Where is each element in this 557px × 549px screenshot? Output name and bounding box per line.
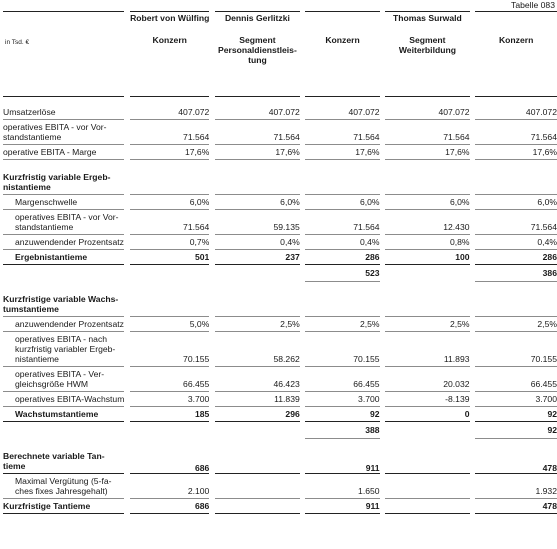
value-cell: 6,0% bbox=[475, 195, 557, 210]
value-cell: 46.423 bbox=[215, 367, 300, 392]
row-label: operatives EBITA - vor Vor-standstantieme bbox=[3, 210, 124, 235]
section-heading-row bbox=[3, 290, 557, 317]
col-header bbox=[475, 11, 557, 97]
value-cell: 2,5% bbox=[385, 317, 469, 332]
value-cell: 3.700 bbox=[305, 392, 379, 407]
table-number: Tabelle 083 bbox=[511, 0, 555, 10]
value-cell: 2,5% bbox=[305, 317, 379, 332]
value-cell: 0,4% bbox=[305, 235, 379, 250]
value-cell: 66.455 bbox=[305, 367, 379, 392]
value-cell: 686 bbox=[130, 499, 209, 514]
value-cell bbox=[215, 290, 300, 317]
table-row bbox=[3, 105, 557, 120]
value-cell: 11.893 bbox=[385, 332, 469, 367]
total-row bbox=[3, 422, 557, 439]
value-cell: 17,6% bbox=[475, 145, 557, 160]
col-header bbox=[305, 11, 379, 97]
column-caption: Konzern bbox=[152, 35, 187, 45]
section-heading-row bbox=[3, 168, 557, 195]
value-cell: 911 bbox=[305, 447, 379, 474]
value-cell: 388 bbox=[305, 422, 379, 439]
value-cell: 6,0% bbox=[215, 195, 300, 210]
value-cell: 0,7% bbox=[130, 235, 209, 250]
value-cell: 70.155 bbox=[305, 332, 379, 367]
value-cell bbox=[215, 499, 300, 514]
remuneration-table bbox=[3, 11, 557, 514]
value-cell: 17,6% bbox=[130, 145, 209, 160]
total-row bbox=[3, 265, 557, 282]
value-cell: 501 bbox=[130, 250, 209, 265]
table-row bbox=[3, 195, 557, 210]
unit-label: in Tsd. € bbox=[3, 11, 124, 97]
person-name bbox=[305, 12, 379, 23]
row-label: anzuwendender Prozentsatz bbox=[3, 317, 124, 332]
value-cell: 296 bbox=[215, 407, 300, 422]
value-cell bbox=[215, 447, 300, 474]
value-cell: 286 bbox=[305, 250, 379, 265]
column-caption: Segment Weiterbildung bbox=[398, 35, 456, 55]
value-cell bbox=[475, 290, 557, 317]
value-cell: 92 bbox=[475, 422, 557, 439]
row-label: Berechnete variable Tan-tieme bbox=[3, 447, 124, 474]
value-cell: 478 bbox=[475, 499, 557, 514]
table-row bbox=[3, 474, 557, 499]
value-cell: 407.072 bbox=[385, 105, 469, 120]
value-cell: 70.155 bbox=[130, 332, 209, 367]
value-cell bbox=[215, 474, 300, 499]
value-cell bbox=[385, 499, 469, 514]
value-cell: 17,6% bbox=[215, 145, 300, 160]
value-cell: 5,0% bbox=[130, 317, 209, 332]
value-cell: 71.564 bbox=[305, 210, 379, 235]
table-row bbox=[3, 407, 557, 422]
row-label: Maximal Vergütung (5-fa-ches fixes Jahresgehalt) bbox=[3, 474, 124, 499]
value-cell: 100 bbox=[385, 250, 469, 265]
value-cell bbox=[385, 265, 469, 282]
value-cell: 407.072 bbox=[475, 105, 557, 120]
row-label: Kurzfristige Tantieme bbox=[3, 499, 124, 514]
value-cell: 71.564 bbox=[475, 210, 557, 235]
value-cell: 6,0% bbox=[305, 195, 379, 210]
row-label: operatives EBITA-Wachstum bbox=[3, 392, 124, 407]
value-cell: 523 bbox=[305, 265, 379, 282]
value-cell bbox=[130, 422, 209, 439]
value-cell bbox=[475, 168, 557, 195]
person-name bbox=[475, 12, 557, 23]
value-cell: 92 bbox=[305, 407, 379, 422]
value-cell bbox=[215, 265, 300, 282]
value-cell: 407.072 bbox=[130, 105, 209, 120]
value-cell: -8.139 bbox=[385, 392, 469, 407]
value-cell: 3.700 bbox=[130, 392, 209, 407]
table-row bbox=[3, 447, 557, 474]
value-cell: 407.072 bbox=[215, 105, 300, 120]
person-name: Dennis Gerlitzki bbox=[224, 13, 290, 23]
person-name: Robert von Wülfing bbox=[130, 13, 210, 23]
value-cell bbox=[385, 168, 469, 195]
row-label: operatives EBITA - Ver-gleichsgröße HWM bbox=[3, 367, 124, 392]
value-cell: 66.455 bbox=[475, 367, 557, 392]
table-row bbox=[3, 392, 557, 407]
value-cell: 71.564 bbox=[130, 210, 209, 235]
table-row bbox=[3, 367, 557, 392]
value-cell: 12.430 bbox=[385, 210, 469, 235]
value-cell: 407.072 bbox=[305, 105, 379, 120]
table-row bbox=[3, 317, 557, 332]
table-row bbox=[3, 235, 557, 250]
value-cell: 59.135 bbox=[215, 210, 300, 235]
value-cell: 0,8% bbox=[385, 235, 469, 250]
value-cell: 2,5% bbox=[215, 317, 300, 332]
row-label: Wachstumstantieme bbox=[3, 407, 124, 422]
value-cell: 70.155 bbox=[475, 332, 557, 367]
value-cell: 0,4% bbox=[215, 235, 300, 250]
section-heading: Kurzfristig variable Ergeb-nistantieme bbox=[3, 168, 124, 195]
value-cell: 2.100 bbox=[130, 474, 209, 499]
row-label: operative EBITA - Marge bbox=[3, 145, 124, 160]
value-cell: 71.564 bbox=[130, 120, 209, 145]
value-cell: 286 bbox=[475, 250, 557, 265]
col-header bbox=[130, 11, 209, 97]
value-cell: 911 bbox=[305, 499, 379, 514]
column-caption: Konzern bbox=[325, 35, 360, 45]
value-cell bbox=[385, 422, 469, 439]
value-cell: 71.564 bbox=[475, 120, 557, 145]
value-cell bbox=[215, 422, 300, 439]
value-cell: 0,4% bbox=[475, 235, 557, 250]
row-label: operatives EBITA - nach kurzfristig variabler Ergeb-nistantieme bbox=[3, 332, 124, 367]
table-row bbox=[3, 210, 557, 235]
column-caption: Segment Personaldienstleis-tung bbox=[218, 35, 297, 65]
row-label: Margenschwelle bbox=[3, 195, 124, 210]
value-cell: 71.564 bbox=[305, 120, 379, 145]
row-label: operatives EBITA - vor Vor-standstantieme bbox=[3, 120, 124, 145]
header-row bbox=[3, 11, 557, 97]
value-cell bbox=[385, 474, 469, 499]
value-cell bbox=[385, 447, 469, 474]
value-cell bbox=[215, 168, 300, 195]
value-cell: 58.262 bbox=[215, 332, 300, 367]
value-cell: 6,0% bbox=[385, 195, 469, 210]
value-cell: 2,5% bbox=[475, 317, 557, 332]
value-cell: 237 bbox=[215, 250, 300, 265]
value-cell: 11.839 bbox=[215, 392, 300, 407]
col-header bbox=[385, 11, 469, 97]
value-cell bbox=[305, 290, 379, 317]
value-cell: 92 bbox=[475, 407, 557, 422]
table-row bbox=[3, 145, 557, 160]
row-label: Ergebnistantieme bbox=[3, 250, 124, 265]
value-cell bbox=[385, 290, 469, 317]
value-cell bbox=[130, 265, 209, 282]
value-cell: 20.032 bbox=[385, 367, 469, 392]
table-row bbox=[3, 499, 557, 514]
value-cell: 686 bbox=[130, 447, 209, 474]
value-cell bbox=[130, 290, 209, 317]
value-cell: 0 bbox=[385, 407, 469, 422]
value-cell: 1.650 bbox=[305, 474, 379, 499]
section-heading: Kurzfristige variable Wachs-tumstantieme bbox=[3, 290, 124, 317]
table-row bbox=[3, 332, 557, 367]
person-name: Thomas Surwald bbox=[393, 13, 462, 23]
column-caption: Konzern bbox=[498, 35, 534, 45]
value-cell: 71.564 bbox=[385, 120, 469, 145]
col-header bbox=[215, 11, 300, 97]
value-cell: 1.932 bbox=[475, 474, 557, 499]
value-cell bbox=[305, 168, 379, 195]
value-cell: 17,6% bbox=[385, 145, 469, 160]
row-label: Umsatzerlöse bbox=[3, 105, 124, 120]
value-cell: 17,6% bbox=[305, 145, 379, 160]
value-cell bbox=[130, 168, 209, 195]
value-cell: 185 bbox=[130, 407, 209, 422]
row-label: anzuwendender Prozentsatz bbox=[3, 235, 124, 250]
value-cell: 478 bbox=[475, 447, 557, 474]
table-row bbox=[3, 250, 557, 265]
value-cell: 6,0% bbox=[130, 195, 209, 210]
value-cell: 71.564 bbox=[215, 120, 300, 145]
value-cell: 3.700 bbox=[475, 392, 557, 407]
value-cell: 386 bbox=[475, 265, 557, 282]
value-cell: 66.455 bbox=[130, 367, 209, 392]
table-row bbox=[3, 120, 557, 145]
